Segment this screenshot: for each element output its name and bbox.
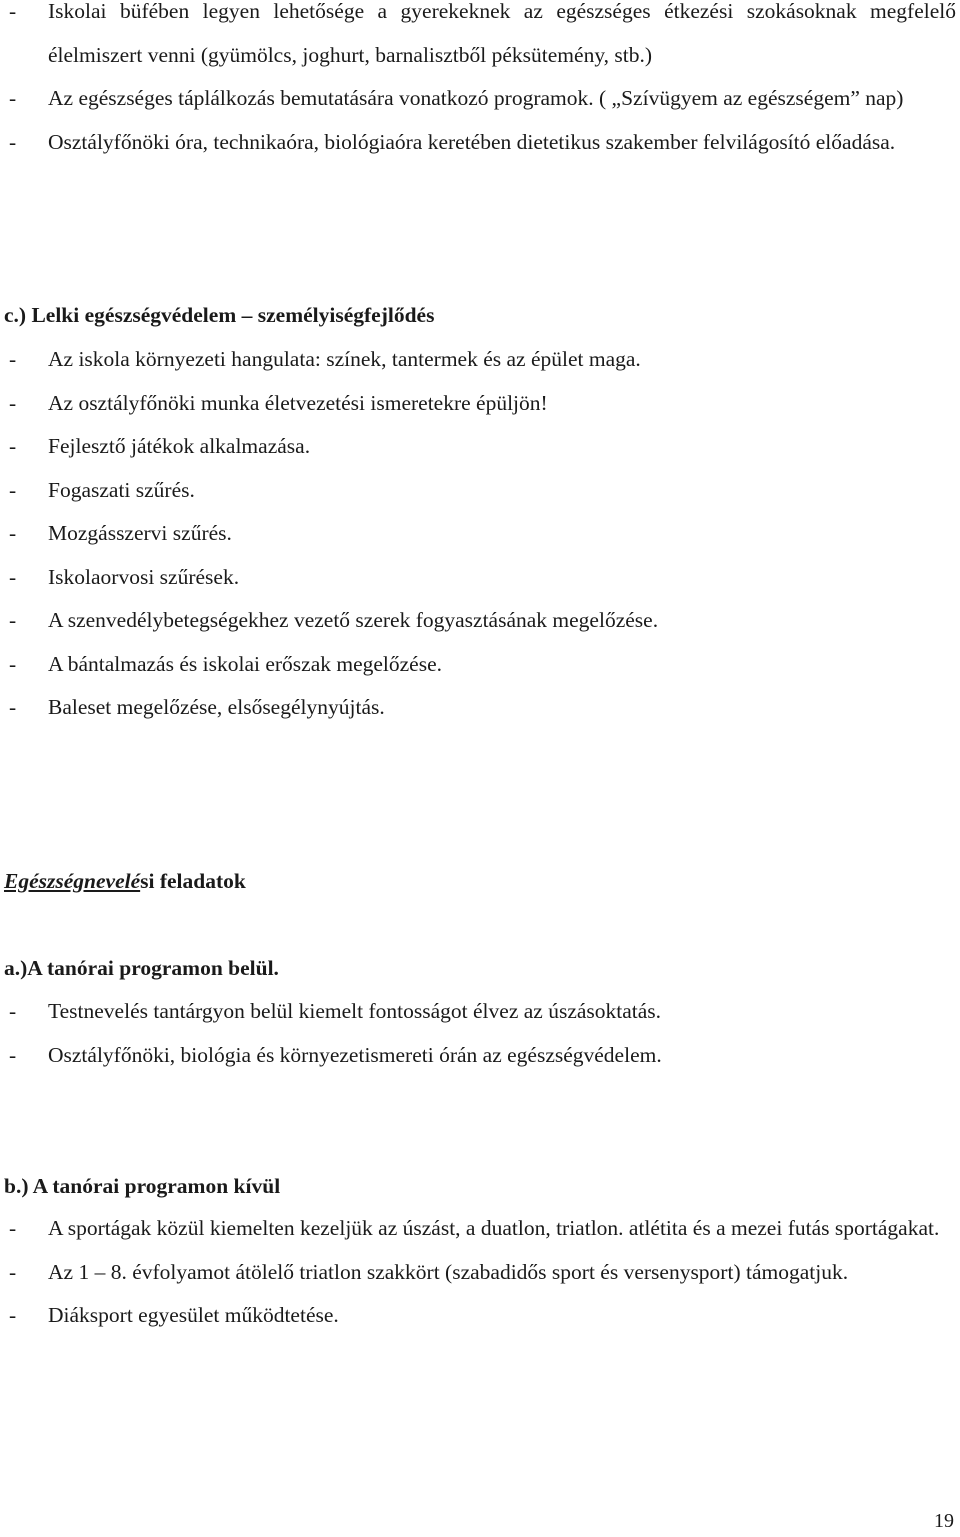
section-title [4, 866, 246, 896]
list-item [0, 338, 960, 382]
list-item [0, 512, 960, 556]
bullet-dash: - [9, 564, 17, 589]
section-b-heading: b.) A tanórai programon kívül [4, 1174, 281, 1198]
list-item [0, 1034, 960, 1078]
list-item [0, 686, 960, 730]
top-list [0, 0, 960, 164]
list-item [0, 990, 960, 1034]
bullet-dash: - [9, 1042, 17, 1067]
bullet-dash: - [9, 129, 17, 154]
bullet-dash: - [9, 86, 17, 110]
section-title-rest: si feladatok [140, 869, 246, 893]
section-b-list [0, 1207, 960, 1338]
list-item-text: Iskolai büfében legyen lehetősége a gyerekeknek az egészséges étkezési szokásoknak megfelelő élelmiszert venni (gyümölcs, joghurt, barnalisztből péksütemény, stb.) [48, 0, 956, 67]
bullet-dash: - [9, 695, 17, 719]
list-item [0, 121, 960, 165]
section-c-heading: c.) Lelki egészségvédelem – személyiségfejlődés [4, 303, 435, 327]
bullet-dash: - [9, 521, 17, 545]
section-c-list [0, 338, 960, 730]
bullet-dash: - [9, 608, 17, 632]
list-item-text: Osztályfőnöki óra, technikaóra, biológiaóra keretében dietetikus szakember felvilágosító előadása. [48, 129, 896, 154]
list-item-text: A bántalmazás és iskolai erőszak megelőzése. [48, 651, 443, 676]
list-item [0, 1294, 960, 1338]
list-item [0, 77, 960, 121]
bullet-dash: - [9, 390, 17, 415]
bullet-dash: - [9, 434, 17, 458]
section-title-underlined: Egészségnevelé [4, 869, 141, 893]
list-item [0, 599, 960, 643]
list-item-text: A sportágak közül kiemelten kezeljük az úszást, a duatlon, triatlon. atlétita és a mezei futás sportágakat. [48, 1216, 940, 1240]
list-item-text: Az osztályfőnöki munka életvezetési ismeretekre épüljön! [48, 390, 548, 415]
list-item-text: Mozgásszervi szűrés. [48, 521, 232, 545]
bullet-dash: - [9, 651, 17, 676]
list-item-text: Az egészséges táplálkozás bemutatására vonatkozó programok. ( „Szívügyem az egészségem” nap) [48, 86, 904, 110]
list-item [0, 1207, 960, 1251]
list-item [0, 0, 960, 77]
list-item [0, 1251, 960, 1295]
list-item-text: Az iskola környezeti hangulata: színek, tantermek és az épület maga. [48, 347, 641, 371]
bullet-dash: - [9, 347, 17, 371]
list-item [0, 556, 960, 600]
section-a-list [0, 990, 960, 1077]
list-item-text: Az 1 – 8. évfolyamot átölelő triatlon szakkört (szabadidős sport és versenysport) támogatjuk. [48, 1259, 849, 1284]
bullet-dash: - [9, 999, 17, 1023]
list-item-text: Testnevelés tantárgyon belül kiemelt fontosságot élvez az úszásoktatás. [48, 999, 662, 1023]
list-item-text: A szenvedélybetegségekhez vezető szerek fogyasztásának megelőzése. [48, 608, 659, 632]
bullet-dash: - [9, 1259, 17, 1284]
bullet-dash: - [9, 1303, 17, 1327]
list-item-text: Iskolaorvosi szűrések. [48, 564, 240, 589]
list-item [0, 643, 960, 687]
list-item-text: Diáksport egyesület működtetése. [48, 1303, 339, 1327]
list-item-text: Baleset megelőzése, elsősegélynyújtás. [48, 695, 385, 719]
bullet-dash: - [9, 0, 17, 23]
list-item-text: Osztályfőnöki, biológia és környezetismereti órán az egészségvédelem. [48, 1042, 662, 1067]
list-item [0, 425, 960, 469]
list-item-text: Fejlesztő játékok alkalmazása. [48, 434, 311, 458]
list-item [0, 382, 960, 426]
list-item [0, 469, 960, 513]
section-a-heading: a.)A tanórai programon belül. [4, 956, 279, 980]
list-item-text: Fogaszati szűrés. [48, 477, 195, 502]
bullet-dash: - [9, 477, 17, 502]
bullet-dash: - [9, 1216, 17, 1240]
page-number: 19 [934, 1510, 954, 1532]
